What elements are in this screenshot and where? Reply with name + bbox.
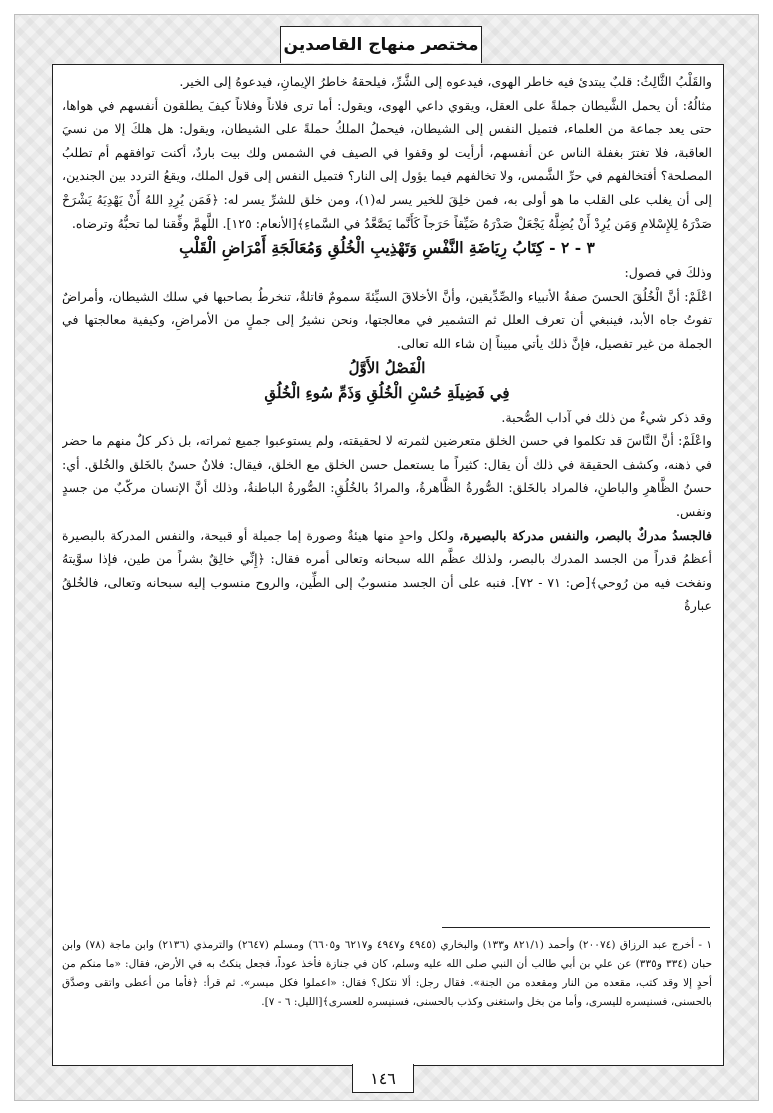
paragraph: وقد ذكر شيءٌ من ذلك في آداب الصُّحبة.: [501, 409, 712, 425]
paragraph: [62, 524, 712, 618]
chapter-subtitle: فِي فَضِيلَةِ حُسْنِ الْخُلُقِ وَذَمِّ سُوءِ الْخُلُقِ: [264, 383, 510, 402]
chapter-title: الْفَصْلُ الأَوَّلُ: [348, 358, 426, 377]
footnotes: [62, 936, 712, 1012]
footnote: ١ - أخرج عبد الرزاق (٢٠٠٧٤) وأحمد (٨٢١/١ و١٣٣) والبخاري (٤٩٤٥ و٤٩٤٧ و٦٢١٧ و٦٦٠٥) ومسلم (٢٦٤٧) والترمذي (٢١٣٦) وابن ماجة (٧٨) وابن حبان (٣٣٤ و٣٣٥) عن علي بن أبي طالب أن النبي صلى الله عليه وسلم، كان في جنازة فأخذ عوداً، فجعل ينكتُ به في الأرض، فقال: «ما منكم من أحدٍ إلا وقد كتب، مقعده من النار ومقعده من الجنة». فقال رجل: ألا نتكل؟ فقال: «اعملوا فكل ميسر». ثم قرأ: ﴿فأما من أعطى واتقى وصدَّق بالحسنى، فسنيسره لليسرى، وأما من بخل واستغنى وكذب بالحسنى، فسنيسره للعسرى﴾[الليل: ٦ - ٧].: [62, 939, 713, 1008]
section-heading: ٣ - ٢ - كِتَابُ رِيَاضَةِ النَّفْسِ وَتَهْذِيبِ الْخُلُقِ وَمُعَالَجَةِ أَمْرَاضِ الْقَلْبِ: [179, 238, 595, 258]
paragraph: اعْلَمْ: أنَّ الْخُلُقَ الحسنَ صفةُ الأنبياء والصِّدِّيقين، وأنَّ الأخلاقَ السيِّئةَ سمومٌ قاتلةٌ، تنخرطُ بصاحبها في سلك الشيطان، وأمراضٌ تفوتُ جاه الأبد، فينبغي أن تعرف العلل ثم التشمير في معالجتها، ونحن نشيرُ إلى جملٍ من الأمراضِ، وكيفية معالجتها في الجملة من غير تفصيل، فإنَّ ذلك يأتي مبيناً إن شاء الله تعالى.: [62, 288, 712, 351]
main-content: [62, 70, 712, 1060]
book-title: مختصر منهاج القاصدين: [280, 26, 482, 63]
paragraph-text: ولكل واحدٍ منها هيئةٌ وصورة إما جميلة أو قبيحة، والنفس المدركة بالبصيرة أعظمُ قدراً من الجسد المدرك بالبصر، ولذلك عظَّم الله سبحانه وتعالى أمره فقال: ﴿إِنِّي خالِقٌ بشراً من طين، فإذا سوَّيتهُ ونفخت فيه من رُوحي﴾[ص: ٧١ - ٧٢]. فنبه على أن الجسد منسوبٌ إلى الطِّين، والروح منسوب إليه سبحانه وتعالى، فالخُلقُ عبارةُ: [62, 527, 712, 614]
paragraph: والقَلْبُ الثَّالِثُ: قلبٌ يبتدئ فيه خاطر الهوى، فيدعوه إلى الشَّرِّ، فيلحقهُ خاطرُ الإيمانِ، فيدعوهُ إلى الخير.: [179, 74, 712, 89]
paragraph: مثالُهُ: أن يحمل الشَّيطان جملةً على العقل، ويقوي داعي الهوى، ويقول: أما ترى فلاناً وفلاناً كيفَ يطلقون أنفسهم في هواها، حتى يعد جماعة من العلماء، فتميل النفس إلى الشيطان، فيحملُ الملكُ حملةً على الشيطان، ويقول: هل هلكَ إلا من نسيَ العاقبة، فلا تغترَ بغفلة الناس عن أنفسهم، أرأيت لو وقفوا في الصيف في الشمس ولك بيت باردٌ، أكنت توافقهم أم تطلبُ المصلحة؟ أفتخالفهم في حرِّ الشَّمس، ولا تخالفهم فيما يؤول إلى النار؟ فتميل النفس إلى قول الملك، ويقعُ التردد بين الجندين، إلى أن يغلب على القلب ما هو أولى به، فمن خلِقَ للخير يسر له(١)، ومن خلق للشرِّ يسر له: ﴿فَمَن يُرِدِ اللهُ أَنْ يَهْدِيَهُ يَشْرَحْ صَدْرَهُ لِلإِسْلامِ وَمَن يُرِدْ أَنْ يُضِلَّهُ يَجْعَلْ صَدْرَهُ ضَيِّقاً حَرَجاً كَأَنَّما يَصَّعَّدُ في السَّماءِ﴾[الأنعام: ١٢٥]. اللَّهمَّ وفِّقنا لما تحبُّهُ وترضاه.: [62, 97, 712, 231]
paragraph: واعْلَمْ: أنَّ النَّاسَ قد تكلموا في حسن الخلق متعرضين لثمرته لا لحقيقته، ولم يستوعبوا جميع ثمراته، بل ذكر كلٌ منهم ما حضر في ذهنه، وكشف الحقيقة في ذلك أن يقال: كثيراً ما يستعمل حسن الخلق مع الخلق، فيقال: فلانٌ حسنٌ بالخَلق والخُلق. أي: حسنُ الظَّاهرِ والباطنِ، فالمراد بالخَلق: الصُّورةُ الظَّاهرةُ، والمرادُ بالخُلُقِ: الصُّورةُ الباطنةُ، وذلك أنَّ الإنسان مركّبٌ من جسدٍ ونفس.: [62, 433, 712, 519]
paragraph: وذلكَ في فصول:: [624, 265, 712, 281]
footnote-divider: [442, 927, 710, 928]
paragraph-lead: فالجسدُ مدركٌ بالبصر، والنفس مدركة بالبصيرة،: [459, 527, 712, 543]
page-number: ١٤٦: [352, 1064, 414, 1093]
